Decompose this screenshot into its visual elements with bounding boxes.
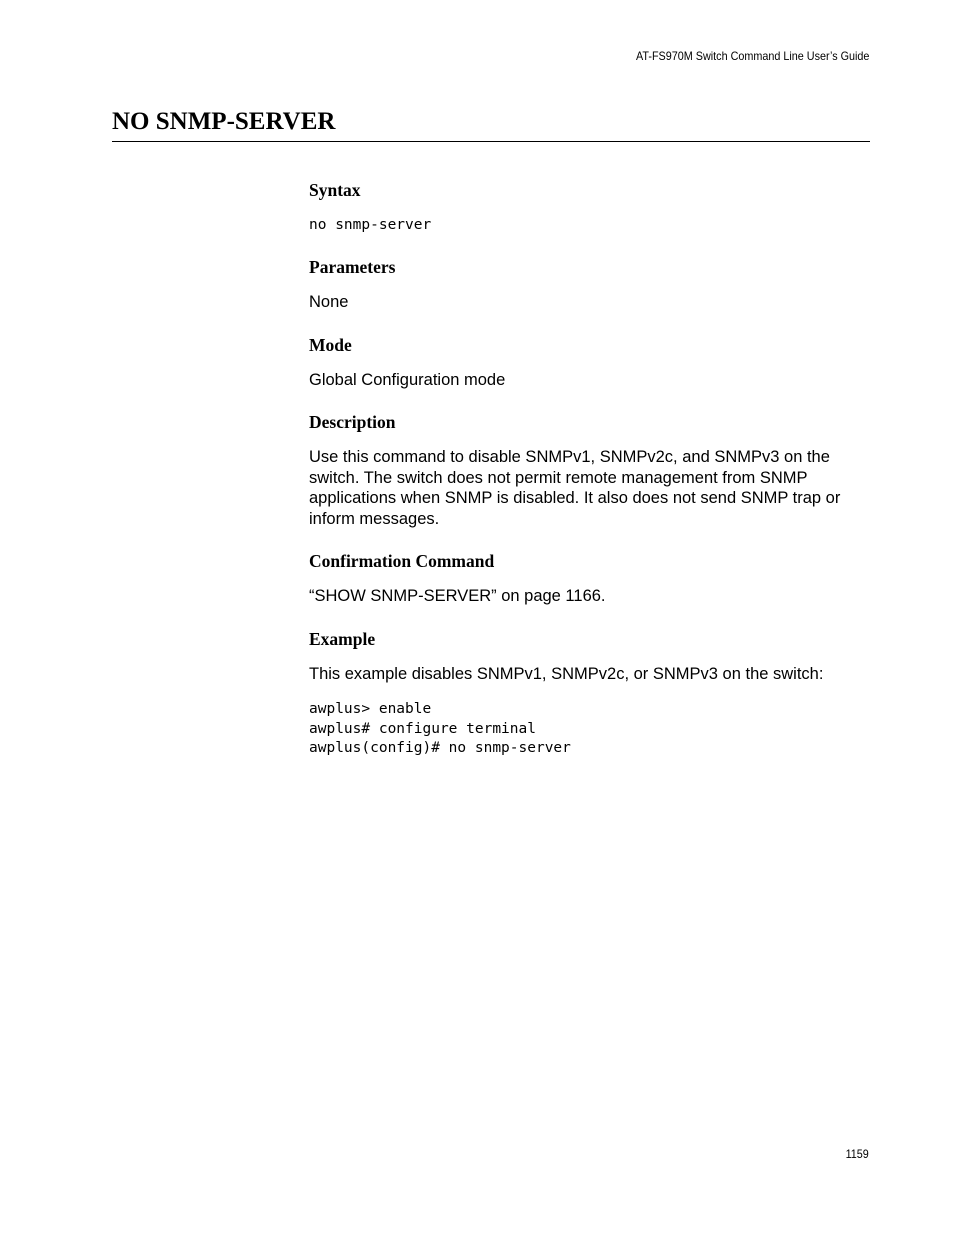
example-code-block [309, 700, 870, 758]
syntax-heading: Syntax [309, 180, 361, 200]
command-content [309, 178, 870, 758]
parameters-text: None [309, 293, 349, 312]
confirmation-heading: Confirmation Command [309, 551, 495, 572]
mode-heading: Mode [309, 334, 352, 355]
mode-text: Global Configuration mode [309, 370, 506, 389]
example-text: This example disables SNMPv1, SNMPv2c, or SNMPv3 on the switch: [309, 664, 824, 683]
syntax-code: no snmp-server [309, 217, 432, 233]
example-heading: Example [309, 628, 376, 649]
example-code-line: awplus> enable [309, 701, 432, 718]
page-title: NO SNMP-SERVER [112, 107, 870, 142]
parameters-heading: Parameters [309, 257, 396, 278]
running-header: AT-FS970M Switch Command Line User’s Guide [635, 49, 869, 63]
description-text: Use this command to disable SNMPv1, SNMPv2c, and SNMPv3 on the switch. The switch does not permit remote management from SNMP applications when SNMP is disabled. It also does not send SNMP trap or inform messages. [309, 448, 841, 528]
page-number: 1159 [845, 1147, 869, 1161]
example-code-line: awplus(config)# no snmp-server [309, 739, 571, 756]
confirmation-link[interactable]: “SHOW SNMP-SERVER” on page 1166. [309, 587, 606, 606]
description-heading: Description [309, 412, 396, 433]
example-code-line: awplus# configure terminal [309, 720, 536, 737]
